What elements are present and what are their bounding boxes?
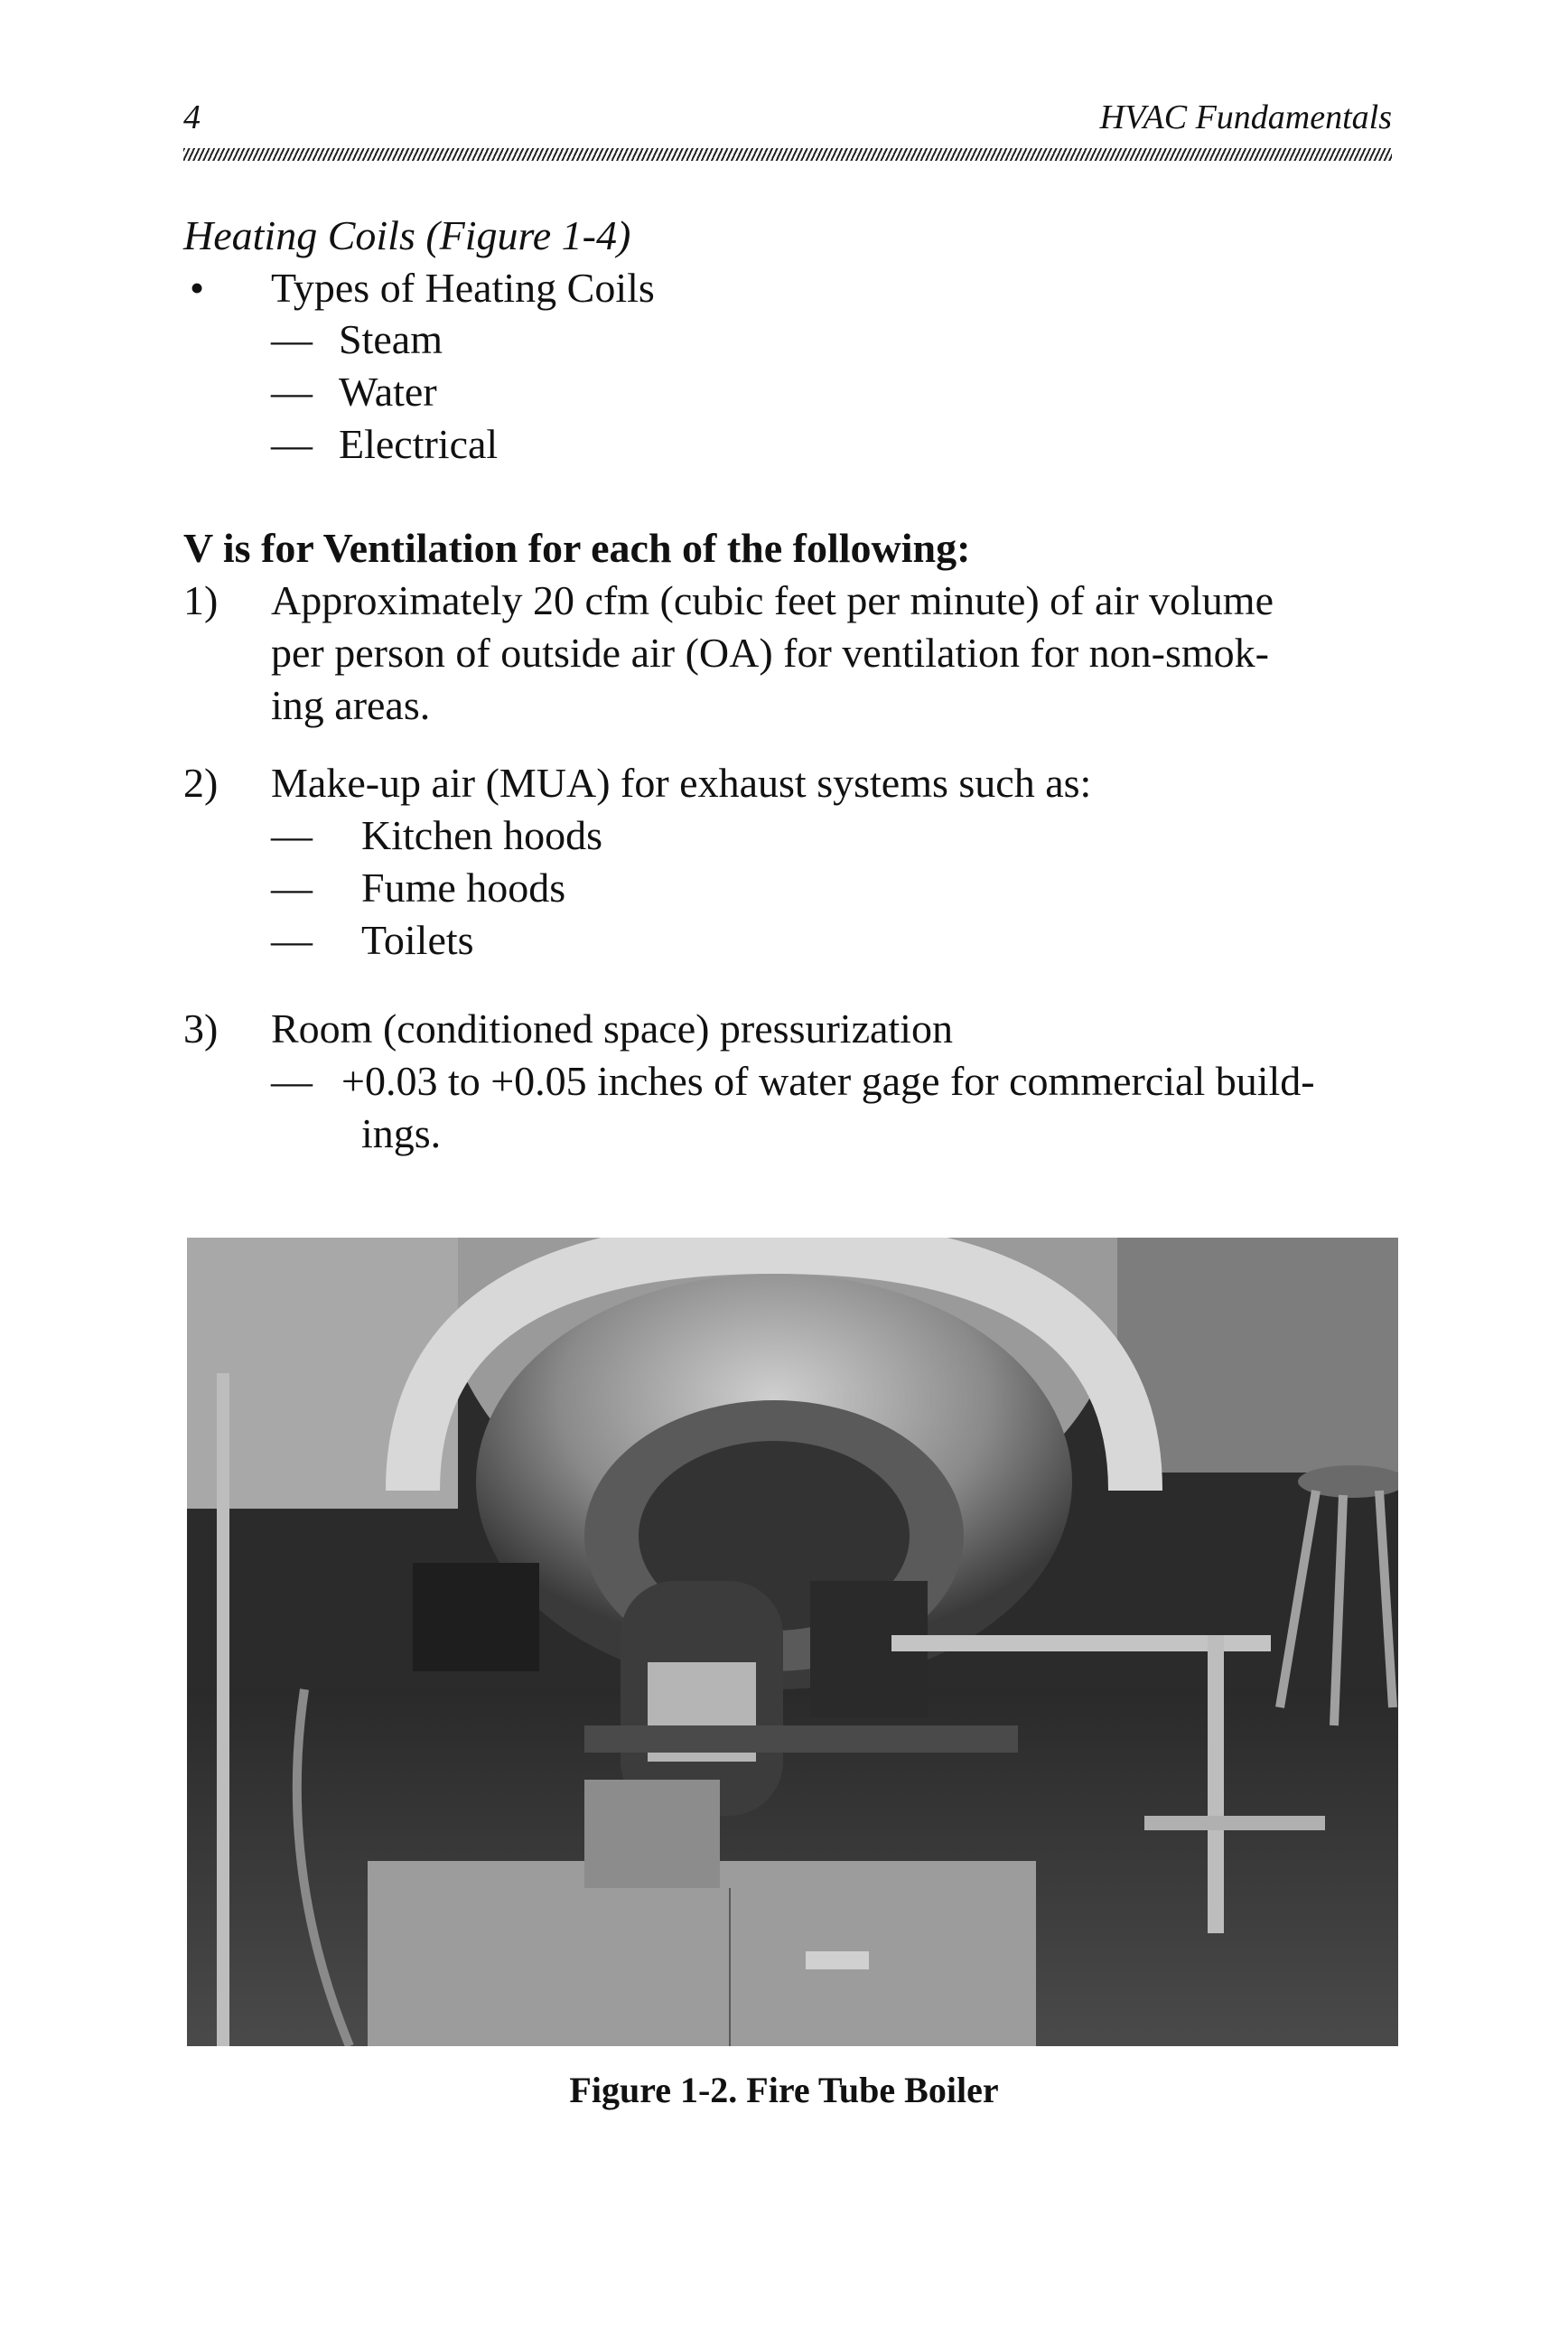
- list-item-steam: Steam: [339, 316, 443, 362]
- item3-sub-line-2: ings.: [361, 1110, 442, 1156]
- dash-marker: —: [271, 316, 313, 362]
- list-item-water: Water: [339, 369, 437, 415]
- item1-line-1: Approximately 20 cfm (cubic feet per minute) of air volume: [271, 577, 1274, 623]
- item1-line-3: ing areas.: [271, 682, 431, 728]
- item3-text: Room (conditioned space) pressurization: [271, 1005, 953, 1052]
- bullet-marker: •: [190, 265, 205, 311]
- list-item-kitchen-hoods: Kitchen hoods: [361, 812, 603, 858]
- dash-marker: —: [271, 1058, 313, 1104]
- ventilation-heading: V is for Ventilation for each of the following:: [183, 525, 971, 571]
- dash-marker: —: [271, 865, 313, 911]
- item-number-3: 3): [183, 1005, 219, 1052]
- bullet-text: Types of Heating Coils: [271, 265, 655, 311]
- boiler-photo: [187, 1238, 1398, 2046]
- dash-marker: —: [271, 812, 313, 858]
- header-rule: [183, 148, 1392, 161]
- item-number-1: 1): [183, 577, 219, 623]
- item-number-2: 2): [183, 760, 219, 806]
- list-item-fume-hoods: Fume hoods: [361, 865, 566, 911]
- item2-text: Make-up air (MUA) for exhaust systems such as:: [271, 760, 1092, 806]
- dash-marker: —: [271, 369, 313, 415]
- item3-sub-line-1: +0.03 to +0.05 inches of water gage for commercial build-: [341, 1058, 1315, 1104]
- list-item-toilets: Toilets: [361, 917, 474, 963]
- dash-marker: —: [271, 421, 313, 467]
- running-title: HVAC Fundamentals: [1099, 98, 1392, 136]
- list-item-electrical: Electrical: [339, 421, 499, 467]
- page-number: 4: [183, 98, 201, 136]
- section-title-heating-coils: Heating Coils (Figure 1-4): [183, 212, 631, 258]
- figure-caption: Figure 1-2. Fire Tube Boiler: [569, 2070, 999, 2110]
- item1-line-2: per person of outside air (OA) for ventilation for non-smok-: [271, 630, 1269, 676]
- dash-marker: —: [271, 917, 313, 963]
